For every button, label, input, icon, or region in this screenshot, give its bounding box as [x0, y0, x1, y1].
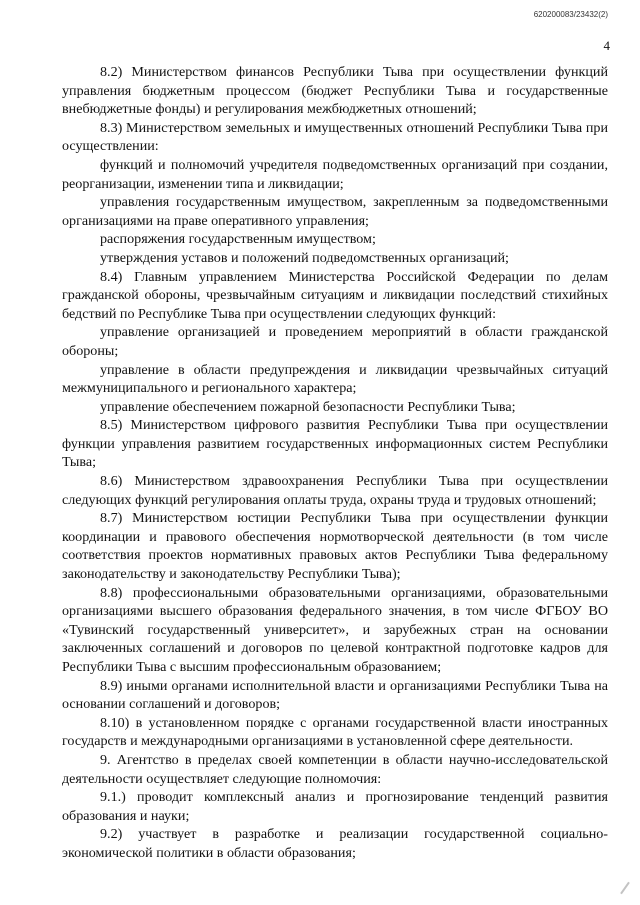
- paragraph: 8.10) в установленном порядке с органами государственной власти иностранных государств и международными организациями в установленной сфере деятельности.: [62, 714, 608, 750]
- paragraph: управление в области предупреждения и ликвидации чрезвычайных ситуаций межмуниципального и регионального характера;: [62, 361, 608, 397]
- paragraph: 8.2) Министерством финансов Республики Тыва при осуществлении функций управления бюджетным процессом (бюджет Республики Тыва и государственные внебюджетные фонды) и регулирования межбюджетных отношений;: [62, 64, 608, 118]
- paragraph: 9.1.) проводит комплексный анализ и прогнозирование тенденций развития образования и науки;: [62, 789, 608, 824]
- paragraph: утверждения уставов и положений подведомственных организаций;: [100, 249, 509, 266]
- paragraph: 8.9) иными органами исполнительной власти и организациями Республики Тыва на основании соглашений и договоров;: [62, 677, 608, 713]
- paragraph: 9.2) участвует в разработке и реализации государственной социально-экономической политики в области образования;: [62, 826, 608, 861]
- paragraph: управление обеспечением пожарной безопасности Республики Тыва;: [100, 398, 516, 415]
- paragraph: 8.4) Главным управлением Министерства Российской Федерации по делам гражданской обороны, чрезвычайным ситуациям и ликвидации последствий стихийных бедствий по Республике Тыва при осуществлении следующих функций:: [62, 268, 608, 322]
- paragraph: функций и полномочий учредителя подведомственных организаций при создании, реорганизации, изменении типа и ликвидации;: [62, 156, 608, 192]
- paragraph: 8.5) Министерством цифрового развития Республики Тыва при осуществлении функции управления развитием государственных информационных систем Республики Тыва;: [62, 417, 608, 471]
- document-body: [62, 63, 608, 863]
- document-code: 620200083/23432(2): [533, 10, 608, 19]
- paragraph: распоряжения государственным имуществом;: [100, 231, 376, 248]
- page-number: 4: [603, 38, 610, 53]
- paragraph: 8.7) Министерством юстиции Республики Тыва при осуществлении функции координации и правового обеспечения нормотворческой деятельности (в том числе соответствия проектов нормативных правовых актов Республики Тыва федеральному законодательству и законодательству Республики Тыва);: [62, 510, 608, 583]
- paragraph: управления государственным имуществом, закрепленным за подведомственными организациями на праве оперативного управления;: [62, 194, 608, 229]
- paragraph: управление организацией и проведением мероприятий в области гражданской обороны;: [62, 324, 608, 359]
- scan-mark: [620, 882, 630, 895]
- paragraph: 8.6) Министерством здравоохранения Республики Тыва при осуществлении следующих функций регулирования оплаты труда, охраны труда и трудовых отношений;: [62, 473, 608, 508]
- paragraph: 8.3) Министерством земельных и имущественных отношений Республики Тыва при осуществлении:: [62, 119, 608, 155]
- paragraph: 9. Агентство в пределах своей компетенции в области научно-исследовательской деятельности осуществляет следующие полномочия:: [62, 751, 608, 787]
- paragraph: 8.8) профессиональными образовательными организациями, образовательными организациями высшего образования федерального значения, в том числе ФГБОУ ВО «Тувинский государственный университет», и зарубежных стран на основании заключенных соглашений и договоров по целевой контрактной подготовке кадров для Республики Тыва с высшим профессиональным образованием;: [62, 584, 608, 675]
